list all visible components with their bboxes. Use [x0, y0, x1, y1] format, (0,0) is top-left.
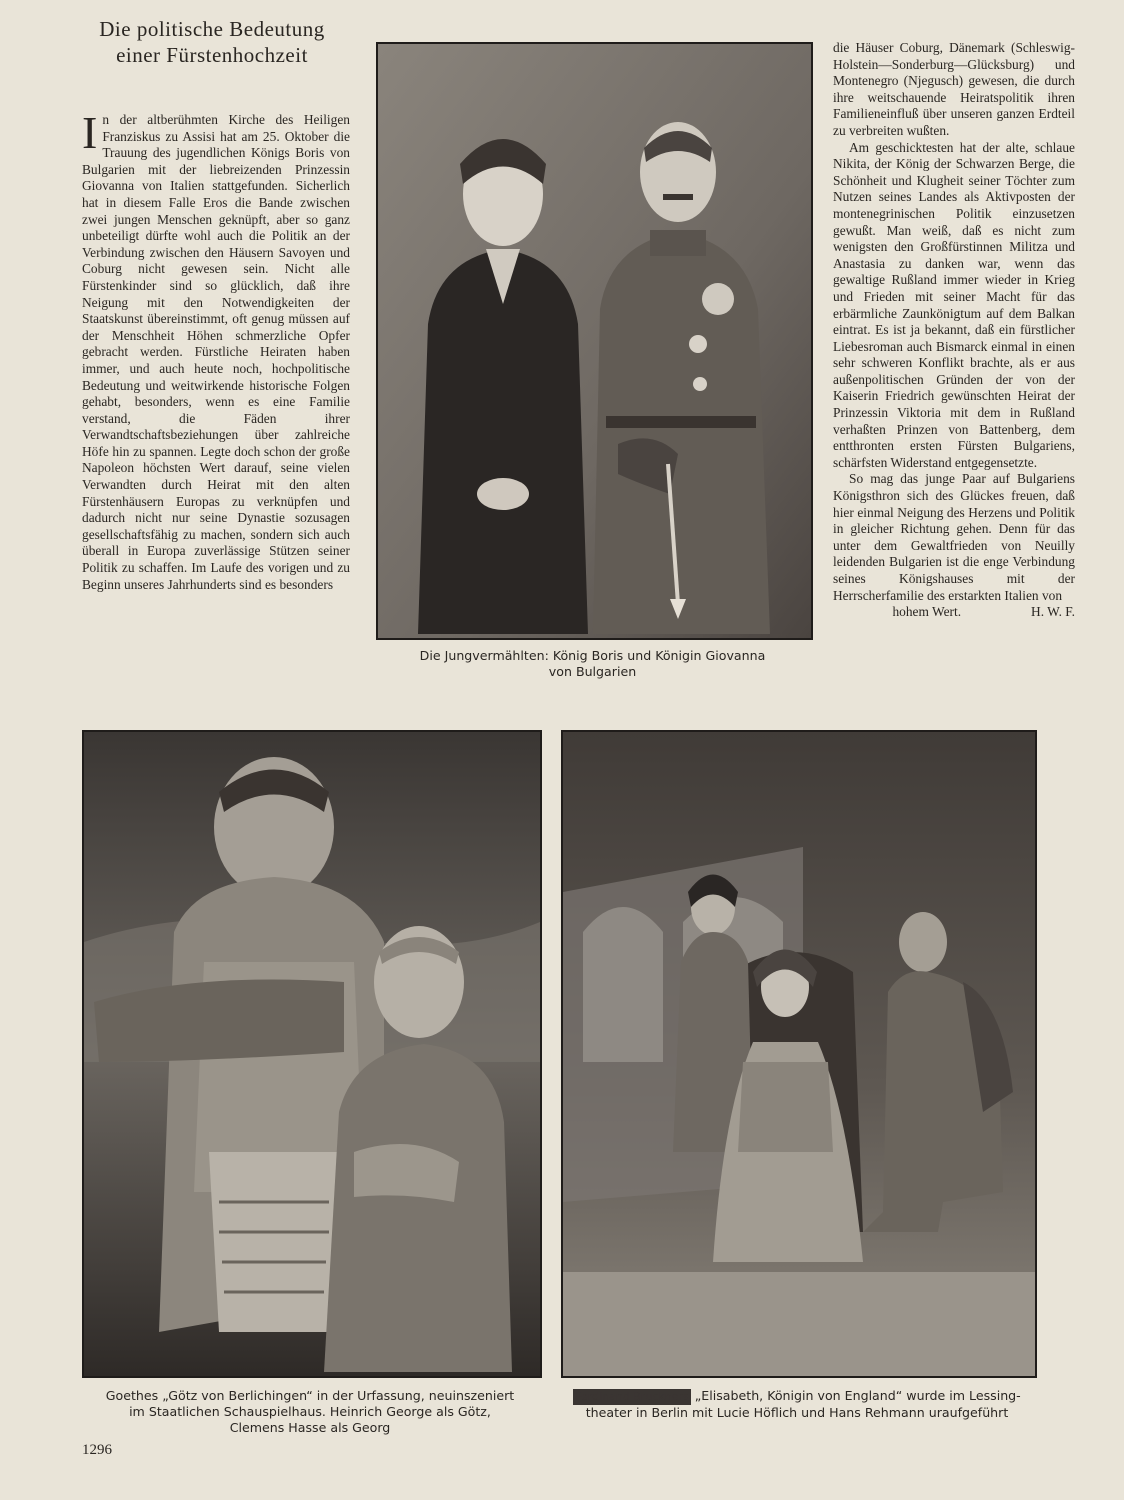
redacted-text: Ferdinand Bruckners: [575, 1390, 689, 1403]
wedding-photo-caption: [376, 648, 809, 680]
goetz-theater-photo: [82, 730, 542, 1378]
goetz-caption-line-1: Goethes „Götz von Berlichingen“ in der Urfassung, neuinszeniert: [105, 1388, 515, 1403]
article-last-words: hohem Wert.: [892, 604, 962, 620]
drop-cap: I: [82, 107, 98, 158]
article-column-right: [833, 40, 1075, 621]
article-paragraph-right-2: Am geschicktesten hat der alte, schlaue Nikita, der König der Schwarzen Berge, die Schönheit und Klugheit seiner Töchter zum Nutzen seines Landes als Aktivposten der montenegrinischen Politik einzusetzen gewußt. Man weiß, daß es nicht zum wenigsten den Großfürstinnen Militza und Anastasia zu danken war, wenn das gewaltige Rußland immer wieder in Krieg und Frieden mit seiner Macht für das erbärmliche Zaunkönigtum auf dem Balkan eintrat. Es ist ja bekannt, daß ein fürstlicher Liebesroman auch Bismarck einmal in einen sehr schweren Konflikt brachte, als er aus außenpolitischen Gründen der von der Kaiserin Friedrich gewünschten Heirat der Prinzessin Viktoria mit dem in Rußland verhaßten Prinzen von Battenberg, dem entthronten ersten Fürsten Bulgariens, schärfsten Widerstand entgegensetzte.: [833, 139, 1075, 470]
article-paragraph-right-3: So mag das junge Paar auf Bulgariens Königsthron sich des Glückes freuen, daß hier einmal Neigung des Herzens und Politik in gleicher Richtung gehen. Denn für das unter dem Gewaltfrieden von Neuilly leidenden Bulgarien ist die enge Verbindung seines Königshauses mit der Herrscherfamilie des erstarkten Italien von: [833, 471, 1075, 603]
article-author: H. W. F.: [1031, 604, 1075, 620]
article-paragraph-right-1: die Häuser Coburg, Dänemark (Schleswig-Holstein—Sonderburg—Glücksburg) und Montenegro (Njegusch) gewesen, die durch ihre weitschauende Heiratspolitik ihren Familieneinfluß über unseren ganzen Erdteil zu verbreiten wußten.: [833, 40, 1075, 138]
elisabeth-photo-caption: [561, 1388, 1033, 1421]
goetz-caption-line-3: Clemens Hasse als Georg: [229, 1420, 391, 1435]
article-title: [62, 16, 362, 68]
wedding-couple-photo: [376, 42, 813, 640]
article-title-line-1: Die politische Bedeutung: [99, 17, 325, 41]
elisabeth-caption-line-1: „Elisabeth, Königin von England“ wurde im Lessing-: [694, 1388, 1021, 1403]
page-number: 1296: [82, 1442, 112, 1458]
wedding-caption-line-2: von Bulgarien: [548, 664, 637, 679]
goetz-photo-caption: [82, 1388, 538, 1436]
elisabeth-theater-photo: [561, 730, 1037, 1378]
wedding-caption-line-1: Die Jungvermählten: König Boris und Königin Giovanna: [419, 648, 766, 663]
goetz-caption-line-2: im Staatlichen Schauspielhaus. Heinrich George als Götz,: [129, 1404, 491, 1419]
article-text-left: n der altberühmten Kirche des Heiligen Franziskus zu Assisi hat am 25. Oktober die Trauung des jugendlichen Königs Boris von Bulgarien mit der liebreizenden Prinzessin Giovanna von Italien stattgefunden. Sicherlich hat in diesem Falle Eros die Bande zwischen zwei jungen Menschen geknüpft, aber so ganz unbeteiligt dürfte wohl auch die Politik an der Verbindung zwischen den Häusern Savoyen und Coburg nicht gewesen sein. Nicht alle Fürstenkinder sind so glücklich, daß ihre Neigung mit den Notwendigkeiten der Staatskunst übereinstimmt, oft genug müssen auf der Menschheit Höhen schmerzliche Opfer gebracht werden. Fürstliche Heiraten haben immer, und auch heute noch, hochpolitische Bedeutung und weitwirkende historische Folgen gehabt, besonders, wenn es eine Familie verstand, die Fäden ihrer Verwandtschaftsbeziehungen über zahlreiche Höfe hin zu spannen. Legte doch schon der große Napoleon höchsten Wert darauf, seine vielen Verwandten durch Heirat mit den alten Fürstenhäusern Europas zu verknüpfen und dadurch nicht nur seine Dynastie sozusagen gesellschaftsfähig zu machen, sondern sich auch überall in Europa zuverlässige Stützen seiner Politik zu schaffen. Im Laufe des vorigen und zu Beginn unseres Jahrhunderts sind es besonders: [82, 112, 350, 592]
article-title-line-2: einer Fürstenhochzeit: [116, 43, 308, 67]
article-signature: [833, 604, 1075, 621]
article-column-left: [82, 107, 350, 593]
elisabeth-caption-line-2: theater in Berlin mit Lucie Höflich und Hans Rehmann uraufgeführt: [585, 1405, 1009, 1420]
